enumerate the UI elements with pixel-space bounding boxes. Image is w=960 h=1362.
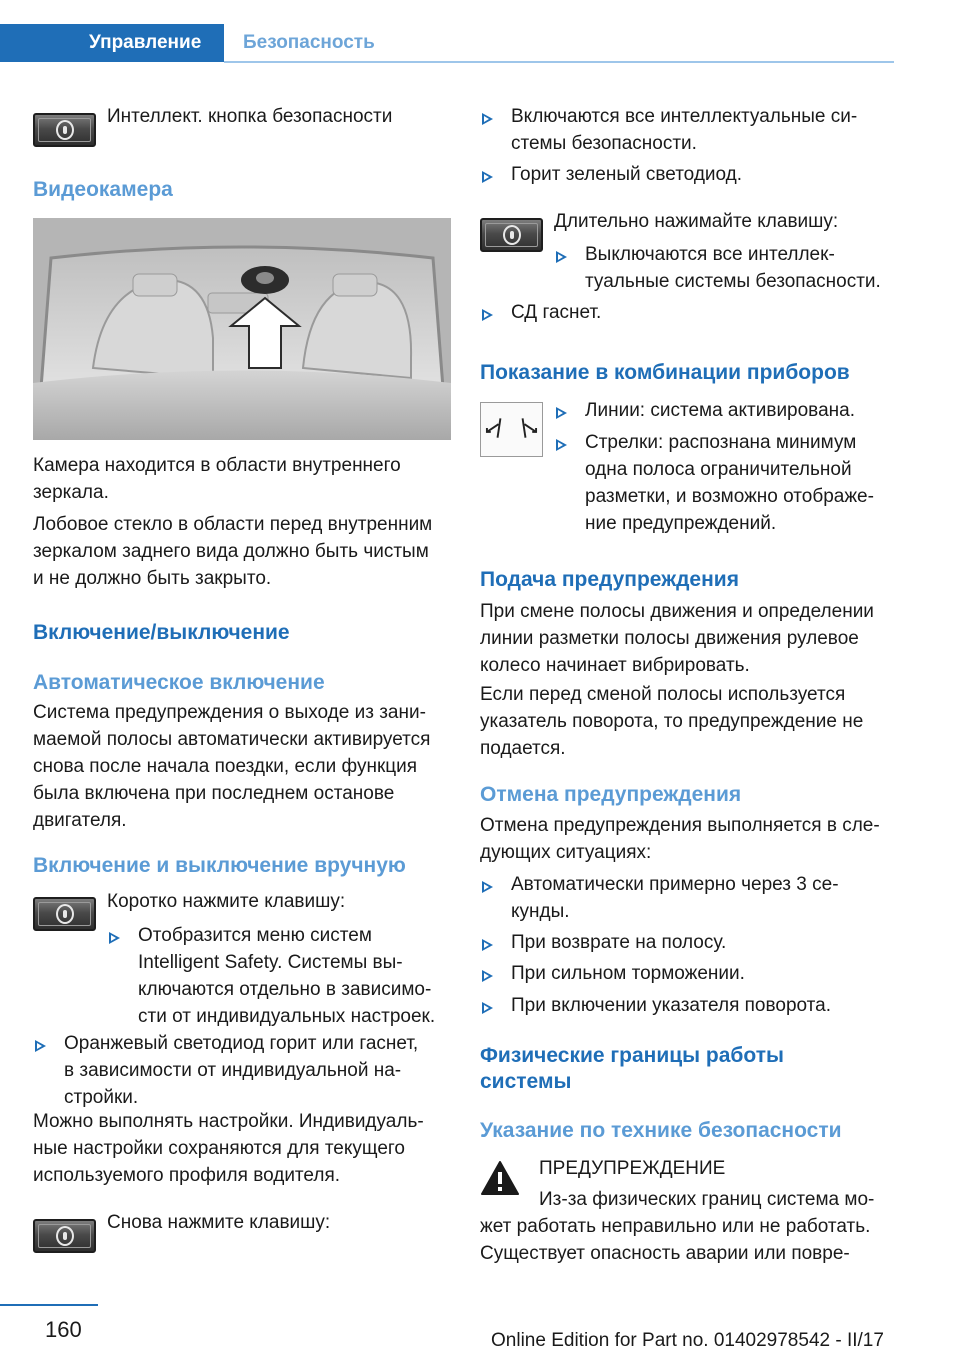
list-item <box>480 299 900 326</box>
list-item <box>480 960 900 987</box>
bullet-triangle-icon <box>480 992 494 1019</box>
warning-text-2: Если перед сменой полосы используется указатель поворота, то предупреждение не подается. <box>480 684 864 759</box>
safety-button-icon <box>33 113 96 147</box>
bullet-text: Стрелки: распознана минимум одна полоса ограничительной разметки, и возможно отображе‐ ние предупреждений. <box>585 432 874 534</box>
press-again-text: Снова нажмите клавишу: <box>107 1212 331 1233</box>
intro-caption: Интеллект. кнопка безопасности <box>107 106 393 127</box>
camera-text-1: Камера находится в области внутреннего зеркала. <box>33 455 401 503</box>
list-item <box>480 992 900 1019</box>
press-long-text: Длительно нажимайте клавишу: <box>554 211 839 232</box>
bullet-text: Включаются все интеллектуальные си‐ стемы безопасности. <box>511 106 858 154</box>
list-item <box>480 871 900 925</box>
warning-triangle-icon <box>480 1160 520 1196</box>
page-number-rule <box>0 1304 98 1306</box>
list-item <box>480 161 900 188</box>
settings-text: Можно выполнять настройки. Индивидуаль‐ ные настройки сохраняются для текущего используемого профиля водителя. <box>33 1111 424 1186</box>
bullet-triangle-icon <box>480 871 494 898</box>
bullet-text: Выключаются все интеллек‐ туальные системы безопасности. <box>585 244 881 292</box>
page-number: 160 <box>45 1317 82 1342</box>
bullet-triangle-icon <box>33 1030 47 1057</box>
bullet-triangle-icon <box>554 429 568 456</box>
heading-auto-on: Автоматическое включение <box>33 671 325 694</box>
list-item <box>554 429 900 537</box>
heading-limits: Физические границы работы системы <box>480 1044 784 1093</box>
bullet-text: При включении указателя поворота. <box>511 995 831 1016</box>
bullet-text: СД гаснет. <box>511 302 602 323</box>
header-divider <box>224 61 894 63</box>
heading-display: Показание в комбинации приборов <box>480 361 850 384</box>
bullet-triangle-icon <box>554 241 568 268</box>
safety-button-icon <box>480 218 543 252</box>
bullet-text: При возврате на полосу. <box>511 932 727 953</box>
bullet-triangle-icon <box>480 929 494 956</box>
list-item <box>107 922 451 1030</box>
bullet-triangle-icon <box>554 397 568 424</box>
bullet-triangle-icon <box>107 922 121 949</box>
caution-line-1: Из-за физических границ система мо‐ <box>539 1189 875 1210</box>
bullet-triangle-icon <box>480 161 494 188</box>
heading-camera: Видеокамера <box>33 178 173 201</box>
bullet-text: Отобразится меню систем Intelligent Safety. Системы вы‐ ключаются отдельно в зависимо‐ сти от индивидуальных настроек. <box>138 925 436 1027</box>
caution-title: ПРЕДУПРЕЖДЕНИЕ <box>539 1158 726 1179</box>
bullet-triangle-icon <box>480 960 494 987</box>
bullet-text: При сильном торможении. <box>511 963 745 984</box>
safety-button-icon <box>33 1219 96 1253</box>
caution-text: жет работать неправильно или не работать. Существует опасность аварии или повре‐ <box>480 1216 871 1264</box>
header-tabs <box>0 24 375 62</box>
bullet-text: Автоматически примерно через 3 се‐ кунды. <box>511 874 839 922</box>
list-item <box>554 397 900 424</box>
heading-manual: Включение и выключение вручную <box>33 854 406 877</box>
auto-on-text: Система предупреждения о выходе из зани‐ маемой полосы автоматически активируется снова после начала поездки, если функция была включена при последнем останове двигателя. <box>33 702 431 831</box>
camera-photo <box>33 218 451 440</box>
list-item <box>554 241 900 295</box>
bullet-triangle-icon <box>480 103 494 130</box>
safety-button-icon <box>33 897 96 931</box>
tab-control[interactable]: Управление <box>0 24 224 62</box>
press-short-text: Коротко нажмите клавишу: <box>107 891 346 912</box>
cancel-text: Отмена предупреждения выполняется в сле‐ дующих ситуациях: <box>480 815 880 863</box>
footer-edition: Online Edition for Part no. 01402978542 - II/17 <box>491 1330 884 1351</box>
bullet-text: Горит зеленый светодиод. <box>511 164 743 185</box>
heading-safety-note: Указание по технике безопасности <box>480 1119 842 1142</box>
heading-warning: Подача предупреждения <box>480 568 739 591</box>
tab-safety[interactable]: Безопасность <box>243 32 375 53</box>
lane-marking-icon <box>480 402 543 457</box>
bullet-triangle-icon <box>480 299 494 326</box>
heading-on-off: Включение/выключение <box>33 621 290 644</box>
camera-text-2: Лобовое стекло в области перед внутренним зеркалом заднего вида должно быть чистым и не должно быть закрыто. <box>33 514 433 589</box>
bullet-text: Линии: система активирована. <box>585 400 855 421</box>
list-item <box>33 1030 451 1111</box>
warning-text-1: При смене полосы движения и определении линии разметки полосы движения рулевое колесо начинает вибрировать. <box>480 601 874 676</box>
list-item <box>480 103 900 157</box>
list-item <box>480 929 900 956</box>
heading-cancel: Отмена предупреждения <box>480 783 742 806</box>
bullet-text: Оранжевый светодиод горит или гаснет, в зависимости от индивидуальной на‐ стройки. <box>64 1033 419 1108</box>
